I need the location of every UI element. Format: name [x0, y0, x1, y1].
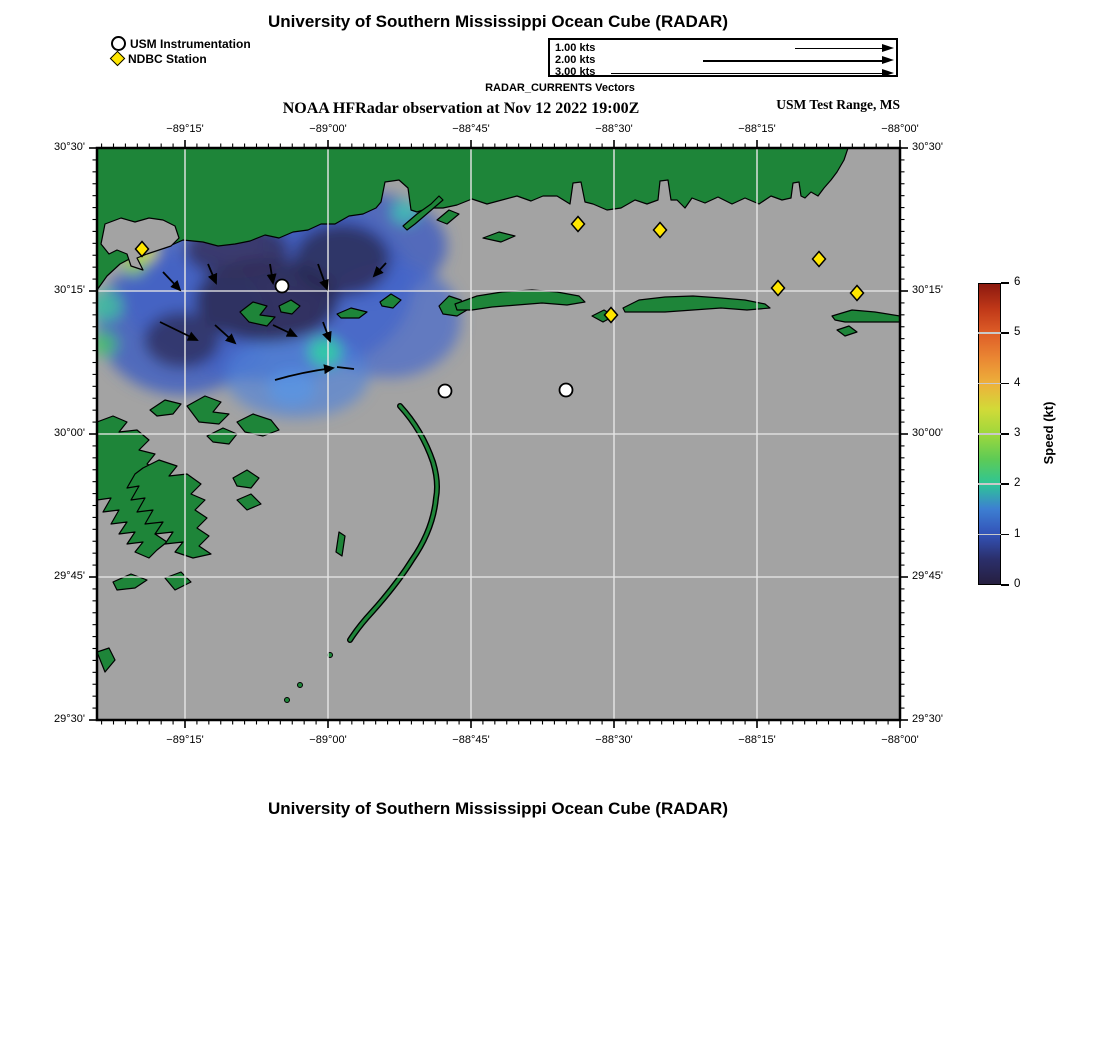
- y-axis-label-left: 29°45': [54, 570, 85, 582]
- test-range-label: USM Test Range, MS: [776, 97, 900, 112]
- y-axis-label-left: 30°15': [54, 284, 85, 296]
- map-plot: [87, 138, 910, 730]
- vector-scale-value: 3.00 kts: [555, 66, 596, 79]
- usm-instrumentation-marker: [439, 385, 452, 398]
- x-axis-label-top: −88°15': [738, 123, 776, 135]
- vector-scale-value: 1.00 kts: [555, 41, 596, 54]
- usm-instrumentation-marker: [560, 384, 573, 397]
- y-axis-label-right: 30°00': [912, 427, 943, 439]
- vector-scale-arrowhead-icon: [882, 69, 894, 77]
- vector-scale-value: 2.00 kts: [555, 53, 596, 66]
- legend-ndbc-label: NDBC Station: [128, 51, 207, 66]
- colorbar-separator: [978, 433, 1001, 435]
- x-axis-label-top: −88°00': [881, 123, 919, 135]
- colorbar-axis-label: Speed (kt): [1041, 401, 1056, 465]
- x-axis-label-bottom: −88°00': [881, 734, 919, 746]
- y-axis-label-right: 29°45': [912, 570, 943, 582]
- colorbar-tick-label: 1: [1014, 527, 1021, 540]
- usm-instrumentation-marker: [276, 280, 289, 293]
- y-axis-label-right: 29°30': [912, 713, 943, 725]
- figure-title-bottom: University of Southern Mississippi Ocean Cube (RADAR): [267, 799, 728, 818]
- vector-scale-line: [611, 73, 883, 75]
- legend-row-usm: [111, 36, 251, 51]
- colorbar-tick: [1001, 332, 1009, 334]
- x-axis-label-top: −88°45': [452, 123, 490, 135]
- legend-row-ndbc: [111, 51, 251, 66]
- x-axis-label-top: −88°30': [595, 123, 633, 135]
- colorbar-separator: [978, 483, 1001, 485]
- colorbar-tick: [1001, 584, 1009, 586]
- ndbc-station-icon: [110, 51, 126, 67]
- colorbar-tick: [1001, 383, 1009, 385]
- colorbar-tick-label: 0: [1014, 578, 1021, 590]
- x-axis-label-bottom: −89°15': [166, 734, 204, 746]
- vector-scale-caption: RADAR_CURRENTS Vectors: [485, 82, 635, 94]
- y-axis-label-left: 30°00': [54, 427, 85, 439]
- colorbar-separator: [978, 332, 1001, 334]
- colorbar-separator: [978, 383, 1001, 385]
- y-axis-label-left: 29°30': [54, 713, 85, 725]
- vector-scale-line: [703, 60, 883, 62]
- x-axis-label-bottom: −88°30': [595, 734, 633, 746]
- map-key-legend: [111, 36, 251, 66]
- vector-scale-arrowhead-icon: [882, 44, 894, 52]
- x-axis-label-bottom: −88°15': [738, 734, 776, 746]
- colorbar-tick-label: 3: [1014, 427, 1021, 439]
- colorbar-tick-label: 4: [1014, 376, 1021, 389]
- y-axis-label-right: 30°15': [912, 284, 943, 296]
- x-axis-label-bottom: −88°45': [452, 734, 490, 746]
- colorbar-tick-label: 5: [1014, 326, 1021, 339]
- colorbar-tick: [1001, 483, 1009, 485]
- colorbar-tick: [1001, 433, 1009, 435]
- colorbar-tick: [1001, 534, 1009, 536]
- observation-subtitle: NOAA HFRadar observation at Nov 12 2022 19:00Z: [282, 100, 640, 117]
- vector-scale-line: [795, 48, 883, 50]
- vector-scale-box: [548, 38, 898, 77]
- colorbar-tick-label: 6: [1014, 276, 1021, 288]
- y-axis-label-right: 30°30': [912, 141, 943, 153]
- y-axis-label-left: 30°30': [54, 141, 85, 153]
- colorbar-separator: [978, 534, 1001, 536]
- legend-usm-label: USM Instrumentation: [130, 36, 251, 51]
- colorbar-tick-label: 2: [1014, 477, 1021, 490]
- colorbar-tick: [1001, 282, 1009, 284]
- x-axis-label-top: −89°15': [166, 123, 204, 135]
- usm-instrumentation-icon: [111, 36, 126, 51]
- figure-title-top: University of Southern Mississippi Ocean Cube (RADAR): [267, 12, 728, 31]
- vector-scale-arrowhead-icon: [882, 56, 894, 64]
- x-axis-label-top: −89°00': [309, 123, 347, 135]
- x-axis-label-bottom: −89°00': [309, 734, 347, 746]
